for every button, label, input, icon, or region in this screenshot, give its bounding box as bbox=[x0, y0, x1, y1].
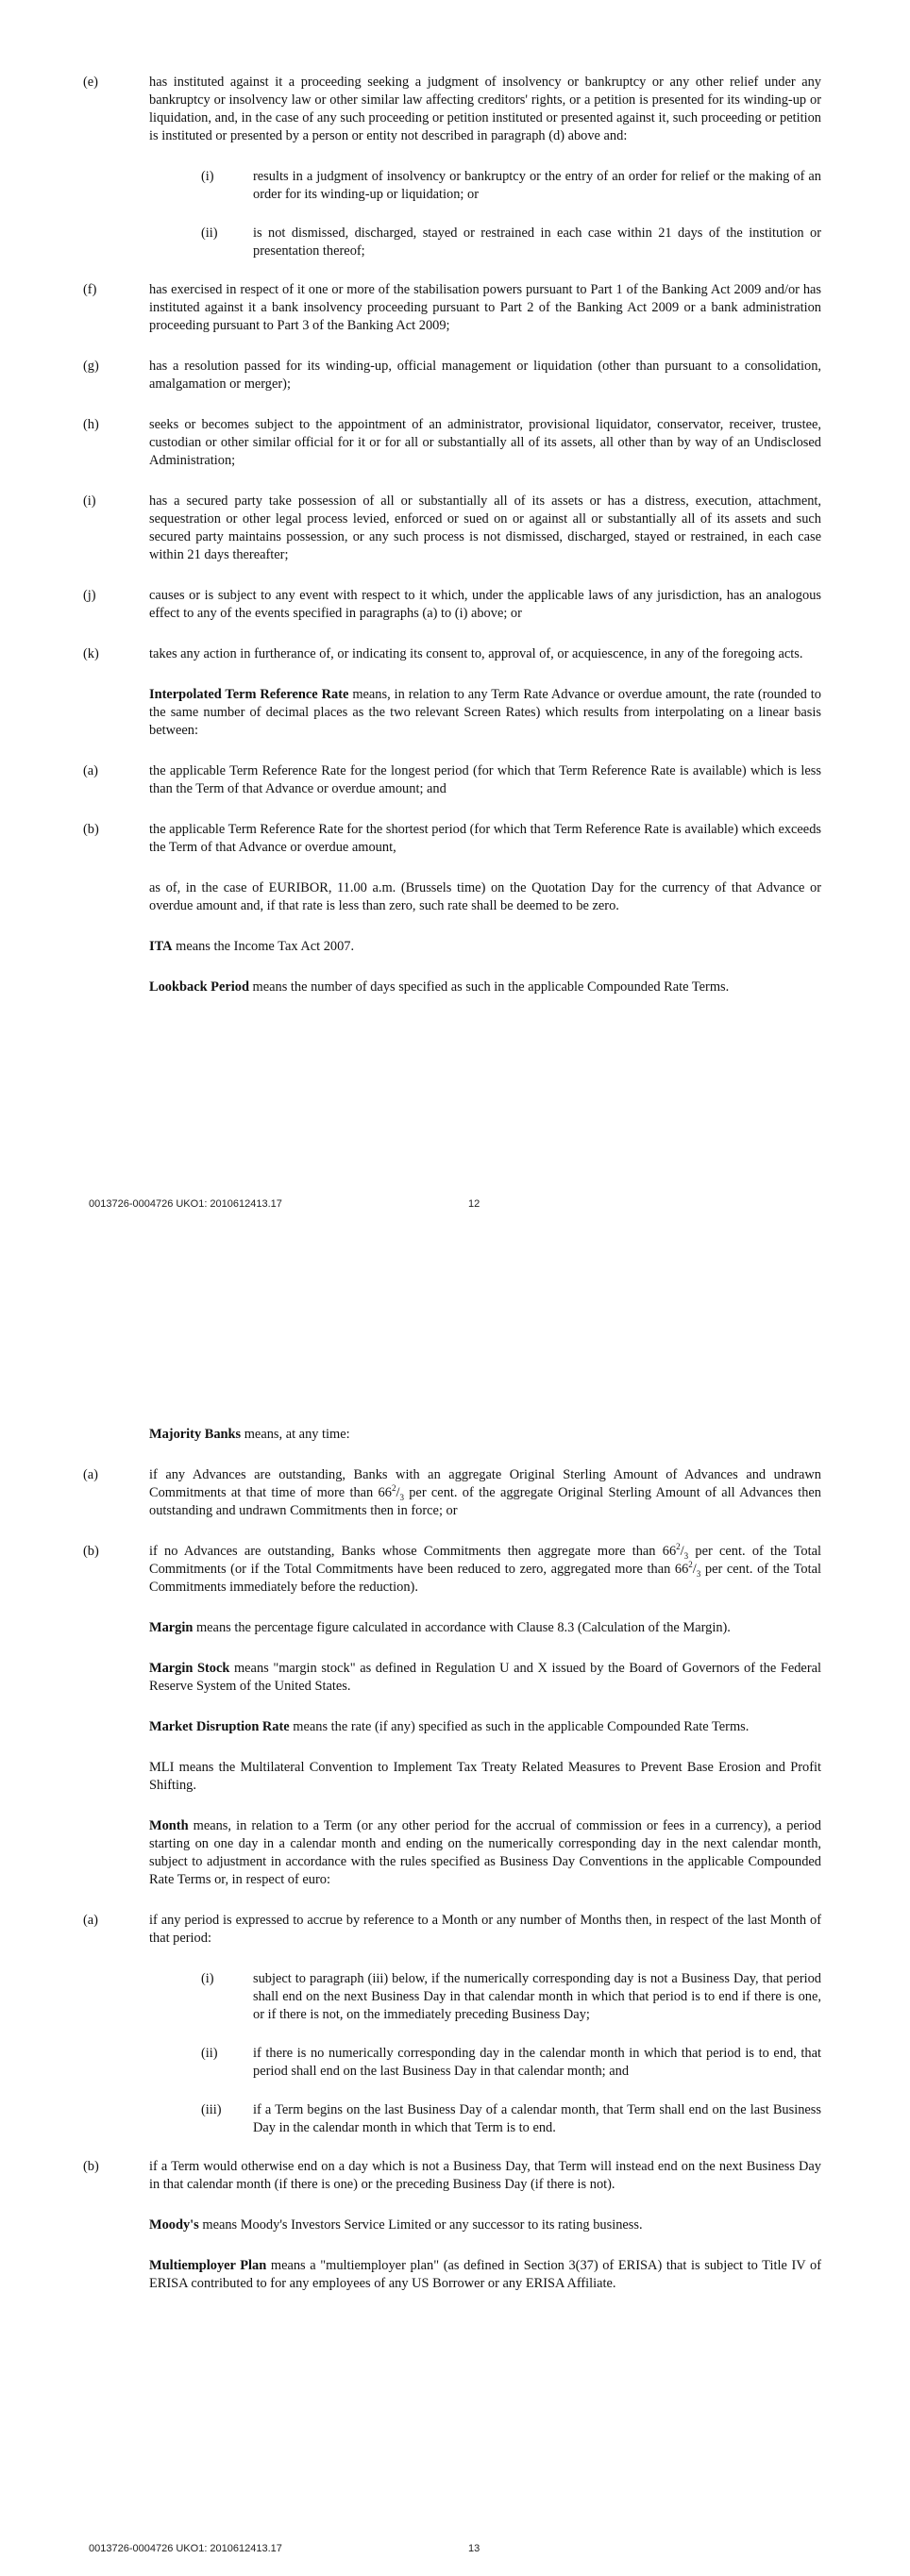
clause-text: has exercised in respect of it one or more of the stabilisation powers pursuant to Part 1 of the Banking Act 2009 and/or has instituted against it a bank insolvency proceeding pursuant to Part 2 of the Banking Act 2009 or a bank administration proceeding pursuant to Part 3 of the Banking Act 2009; bbox=[149, 282, 821, 333]
clause-label: (k) bbox=[83, 646, 99, 661]
clause-i bbox=[83, 493, 821, 564]
definition-margin-stock bbox=[149, 1660, 821, 1696]
fraction-denominator: 3 bbox=[399, 1492, 404, 1502]
clause-text: if any period is expressed to accrue by reference to a Month or any number of Months then, in respect of the last Month of that period: bbox=[149, 1913, 821, 1946]
defined-term: Majority Banks bbox=[149, 1427, 242, 1442]
page-number: 12 bbox=[468, 1198, 480, 1210]
page-number: 13 bbox=[468, 2543, 480, 2554]
clause-label: (i) bbox=[201, 1971, 214, 1986]
clause-label: (a) bbox=[83, 763, 98, 778]
fraction-denominator: 3 bbox=[696, 1568, 701, 1579]
definition-lookback-period bbox=[149, 979, 821, 996]
majority-clause-b: (b) if no Advances are outstanding, Banks whose Commitments then aggregate more than $66^2/_3$ per cent. of the Total Commitments (or if the Total Commitments have been reduced to zero, aggregated more than $66^2/_3$ per cent. of the Total Commitments immediately before the reduction). bbox=[83, 1542, 821, 1595]
clause-label: (h) bbox=[83, 417, 99, 432]
clause-text-middle: per cent. of the Total Commitments (or if the Total Commitments have been reduced to zero, aggregated more than 66 bbox=[149, 1544, 821, 1577]
page-12-body bbox=[0, 74, 910, 1019]
clause-j bbox=[83, 587, 821, 623]
clause-g bbox=[83, 358, 821, 393]
definition-text: means, in relation to a Term (or any other period for the accrual of commission or fees in a currency), a period starting on one day in a calendar month and ending on the numerically corresponding day in the next calendar month, subject to adjustment in accordance with the rules specified as Business Day Conventions in the applicable Compounded Rate Terms or, in respect of euro: bbox=[149, 1818, 821, 1887]
definition-text: means Moody's Investors Service Limited or any successor to its rating business. bbox=[198, 2217, 643, 2233]
clause-text: is not dismissed, discharged, stayed or restrained in each case within 21 days of the institution or presentation thereof; bbox=[253, 226, 821, 259]
defined-term: ITA bbox=[149, 939, 173, 954]
definition-text: means a "multiemployer plan" (as defined in Section 3(37) of ERISA) that is subject to Title IV of ERISA contributed to for any employees of any US Borrower or any ERISA Affiliate. bbox=[149, 2258, 821, 2291]
clause-label: (b) bbox=[83, 1544, 99, 1559]
clause-text: the applicable Term Reference Rate for the longest period (for which that Term Reference Rate is available) which is less than the Term of that Advance or overdue amount; and bbox=[149, 763, 821, 796]
definition-text: means "margin stock" as defined in Regulation U and X issued by the Board of Governors of the Federal Reserve System of the United States. bbox=[149, 1661, 821, 1694]
definition-text: means the rate (if any) specified as such in the applicable Compounded Rate Terms. bbox=[289, 1719, 750, 1734]
clause-label: (a) bbox=[83, 1913, 98, 1928]
definition-ita bbox=[149, 938, 821, 956]
clause-text-end: per cent. of the Total Commitments immediately before the reduction). bbox=[149, 1562, 821, 1595]
majority-clause-a: (a) if any Advances are outstanding, Banks with an aggregate Original Sterling Amount of Advances and undrawn Commitments at that time of more than $66^2/_3$ per cent. of the aggregate Original Sterling Amount of all Advances then outstanding and undrawn Commitments then in force; or bbox=[83, 1467, 821, 1518]
month-clause-a-i bbox=[201, 1970, 821, 2024]
clause-label: (i) bbox=[83, 493, 96, 509]
month-clause-a-iii bbox=[201, 2101, 821, 2137]
clause-label: (e) bbox=[83, 75, 98, 90]
month-clause-b bbox=[83, 2158, 821, 2194]
clause-label: (f) bbox=[83, 282, 97, 297]
clause-text: seeks or becomes subject to the appointment of an administrator, provisional liquidator, conservator, receiver, trustee, custodian or other similar official for it or for all or substantially all of its assets, all other than by way of an Undisclosed Administration; bbox=[149, 417, 821, 468]
clause-label: (g) bbox=[83, 359, 99, 374]
definition-text: means the number of days specified as such in the applicable Compounded Rate Terms. bbox=[248, 979, 730, 995]
definition-market-disruption-rate bbox=[149, 1718, 821, 1736]
clause-k bbox=[83, 645, 821, 663]
defined-term: Moody's bbox=[149, 2217, 199, 2233]
definition-month bbox=[149, 1817, 821, 1889]
clause-text: if a Term would otherwise end on a day which is not a Business Day, that Term will instead end on the next Business Day in that calendar month (if there is one) or the preceding Business Day (if there is not). bbox=[149, 2159, 821, 2192]
document-reference: 0013726-0004726 UKO1: 2010612413.17 bbox=[89, 1198, 282, 1210]
clause-f bbox=[83, 281, 821, 335]
clause-text: causes or is subject to any event with respect to it which, under the applicable laws of any jurisdiction, has an analogous effect to any of the events specified in paragraphs (a) to (i) above; or bbox=[149, 588, 821, 621]
interpolated-clause-b bbox=[83, 821, 821, 857]
clause-text: if there is no numerically corresponding day in the calendar month in which that period is to end, that period shall end on the last Business Day in that calendar month; and bbox=[253, 2046, 821, 2079]
definition-moodys bbox=[149, 2216, 821, 2234]
month-clause-a bbox=[83, 1912, 821, 1948]
defined-term: Lookback Period bbox=[149, 979, 249, 995]
clause-text-start: if no Advances are outstanding, Banks whose Commitments then aggregate more than 66 bbox=[149, 1544, 677, 1559]
clause-label: (j) bbox=[83, 588, 96, 603]
clause-label: (ii) bbox=[201, 226, 218, 241]
interpolated-tail: as of, in the case of EURIBOR, 11.00 a.m. (Brussels time) on the Quotation Day for the currency of that Advance or overdue amount and, if that rate is less than zero, such rate shall be deemed to be zero. bbox=[149, 880, 821, 913]
clause-label: (a) bbox=[83, 1467, 98, 1482]
document-page-13 bbox=[0, 1288, 910, 2576]
month-clause-a-ii bbox=[201, 2045, 821, 2081]
clause-h bbox=[83, 416, 821, 470]
defined-term: Multiemployer Plan bbox=[149, 2258, 267, 2273]
defined-term: Interpolated Term Reference Rate bbox=[149, 687, 349, 702]
defined-term: Margin bbox=[149, 1620, 194, 1635]
defined-term: Month bbox=[149, 1818, 189, 1833]
clause-label: (b) bbox=[83, 822, 99, 837]
clause-text: has a secured party take possession of all or substantially all of its assets or has a distress, execution, attachment, sequestration or other legal process levied, enforced or sued on or against all or substantially all of its assets and such secured party maintains possession, or any such process is not dismissed, discharged, stayed or restrained, in each case within 21 days thereafter; bbox=[149, 493, 821, 562]
clause-e-ii bbox=[201, 225, 821, 260]
fraction-numerator: 2 bbox=[688, 1560, 693, 1570]
definition-multiemployer-plan bbox=[149, 2257, 821, 2293]
clause-label: (ii) bbox=[201, 2046, 218, 2061]
document-reference: 0013726-0004726 UKO1: 2010612413.17 bbox=[89, 2543, 282, 2554]
clause-text: subject to paragraph (iii) below, if the numerically corresponding day is not a Business Day, that period shall end on the next Business Day in that calendar month in which that period is to end if there is one, or if there is not, on the immediately preceding Business Day; bbox=[253, 1971, 821, 2022]
definition-text: means the percentage figure calculated in accordance with Clause 8.3 (Calculation of the Margin). bbox=[193, 1620, 731, 1635]
definition-text: means, at any time: bbox=[241, 1427, 350, 1442]
fraction-numerator: 2 bbox=[676, 1542, 681, 1552]
definition-mli: MLI means the Multilateral Convention to Implement Tax Treaty Related Measures to Prevent Base Erosion and Profit Shifting. bbox=[149, 1760, 821, 1793]
clause-label: (i) bbox=[201, 169, 214, 184]
document-page-12 bbox=[0, 0, 910, 1255]
page-13-body bbox=[0, 1426, 910, 2316]
definition-text: means the Income Tax Act 2007. bbox=[172, 939, 355, 954]
clause-text: takes any action in furtherance of, or indicating its consent to, approval of, or acquiescence, in any of the foregoing acts. bbox=[149, 646, 803, 661]
definition-margin bbox=[149, 1619, 821, 1637]
fraction-denominator: 3 bbox=[683, 1550, 689, 1561]
definition-text: means, in relation to any Term Rate Advance or overdue amount, the rate (rounded to the same number of decimal places as the two relevant Screen Rates) which results from interpolating on a linear basis between: bbox=[149, 687, 821, 738]
clause-label: (iii) bbox=[201, 2102, 222, 2117]
clause-label: (b) bbox=[83, 2159, 99, 2174]
clause-text-start: if any Advances are outstanding, Banks with an aggregate Original Sterling Amount of Advances and undrawn Commitments at that time of more than 66 bbox=[149, 1467, 821, 1500]
defined-term: Margin Stock bbox=[149, 1661, 230, 1676]
clause-text: has a resolution passed for its winding-up, official management or liquidation (other than pursuant to a consolidation, amalgamation or merger); bbox=[149, 359, 821, 392]
definition-interpolated-term-reference-rate bbox=[149, 686, 821, 740]
clause-text: the applicable Term Reference Rate for the shortest period (for which that Term Reference Rate is available) which exceeds the Term of that Advance or overdue amount, bbox=[149, 822, 821, 855]
clause-text: has instituted against it a proceeding seeking a judgment of insolvency or bankruptcy or any other relief under any bankruptcy or insolvency law or other similar law affecting creditors' rights, or a petition is presented for its winding-up or liquidation, and, in the case of any such proceeding or petition instituted or presented against it, such proceeding or petition is instituted or presented by a person or entity not described in paragraph (d) above and: bbox=[149, 75, 821, 143]
clause-text: results in a judgment of insolvency or bankruptcy or the entry of an order for relief or the making of an order for its winding-up or liquidation; or bbox=[253, 169, 821, 202]
fraction-numerator: 2 bbox=[391, 1483, 396, 1494]
clause-text: if a Term begins on the last Business Day of a calendar month, that Term shall end on the last Business Day in the calendar month in which that Term is to end. bbox=[253, 2102, 821, 2135]
clause-text-end: per cent. of the aggregate Original Sterling Amount of all Advances then outstanding and undrawn Commitments then in force; or bbox=[149, 1485, 821, 1518]
definition-majority-banks bbox=[149, 1426, 821, 1444]
interpolated-clause-a bbox=[83, 762, 821, 798]
clause-e bbox=[83, 74, 821, 145]
defined-term: Market Disruption Rate bbox=[149, 1719, 290, 1734]
clause-e-i bbox=[201, 168, 821, 204]
